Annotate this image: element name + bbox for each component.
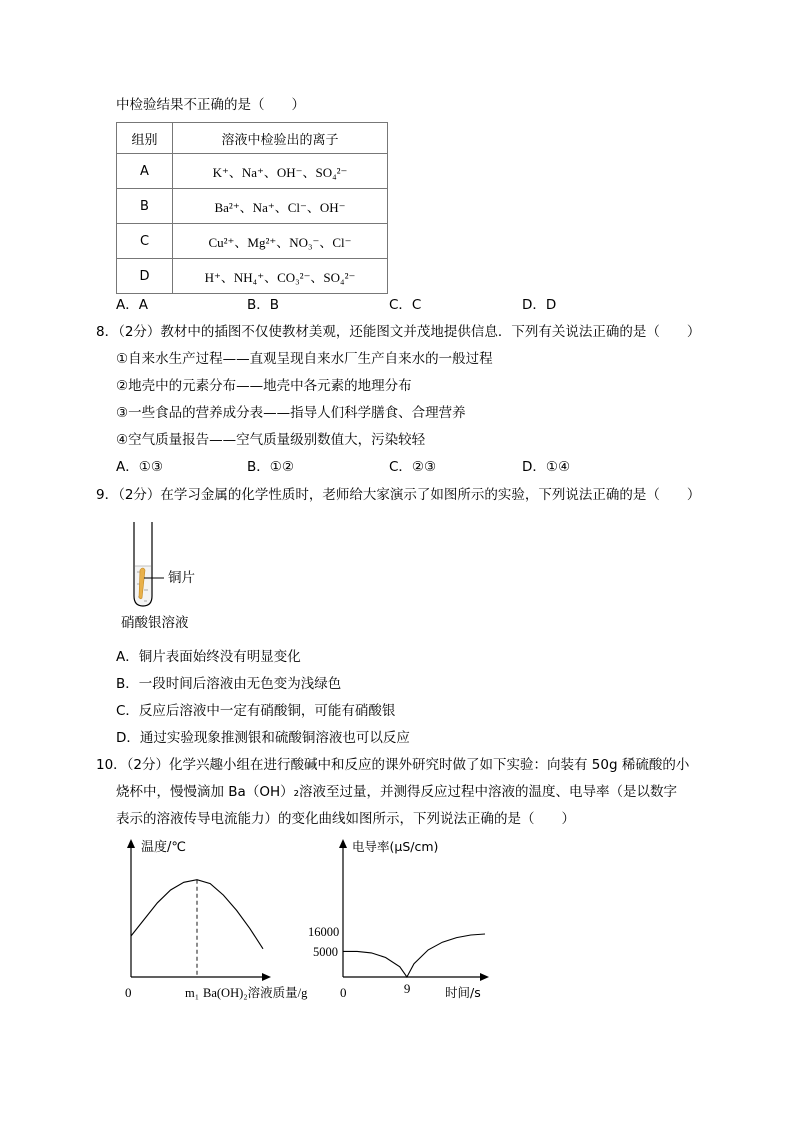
table-header-row [117,123,388,154]
temp-y-label: 温度/℃ [141,840,186,855]
q9-option-d[interactable]: D．通过实验现象推测银和硫酸铜溶液也可以反应 [116,730,410,746]
solution-label: 硝酸银溶液 [121,615,189,631]
cond-x-arrow [480,973,489,981]
ion-table [116,122,388,294]
cond-ytick-5000: 5000 [313,945,338,959]
table-cell-ions: Cu²⁺、Mg²⁺、NO₃⁻、Cl⁻ [173,224,388,259]
q7-option-d[interactable]: D．D [522,297,557,313]
table-row [117,154,388,189]
cond-y-label: 电导率(μS/cm) [352,839,439,854]
q7-option-c[interactable]: C．C [389,297,422,313]
table-cell-ions: Ba²⁺、Na⁺、Cl⁻、OH⁻ [173,189,388,224]
table-cell-group: D [117,259,173,294]
q7-intro: 中检验结果不正确的是（ ） [116,97,305,113]
table-cell-group: C [117,224,173,259]
table-cell-group: B [117,189,173,224]
q10-stem-line-1: 10．（2分）化学兴趣小组在进行酸碱中和反应的课外研究时做了如下实验：向装有 50g 稀硫酸的小 [96,757,690,773]
q8-statement-4: ④空气质量报告——空气质量级别数值大，污染较轻 [116,432,426,448]
temp-x-label: Ba(OH)₂溶液质量/g [203,986,308,1000]
q8-option-b[interactable]: B．①② [247,459,294,475]
q9-option-b[interactable]: B．一段时间后溶液由无色变为浅绿色 [116,676,342,692]
q10-stem-line-3: 表示的溶液传导电流能力）的变化曲线如图所示，下列说法正确的是（ ） [116,811,575,827]
q8-statement-1: ①自来水生产过程——直观呈现自来水厂生产自来水的一般过程 [116,351,493,367]
q8-option-d[interactable]: D．①④ [522,459,571,475]
cond-y-arrow [339,839,347,848]
q8-option-a[interactable]: A．①③ [116,459,163,475]
temp-y-arrow [127,839,135,848]
cond-x-label: 时间/s [445,985,481,1000]
q8-statement-2: ②地壳中的元素分布——地壳中各元素的地理分布 [116,378,412,394]
table-header-group: 组别 [117,123,173,154]
temp-m1-label: m₁ [185,986,200,1000]
q8-statement-3: ③一些食品的营养成分表——指导人们科学膳食、合理营养 [116,405,466,421]
q7-option-b[interactable]: B．B [247,297,280,313]
cond-xtick-9: 9 [403,981,411,996]
conductivity-chart [300,835,500,1005]
test-tube-figure [124,520,204,610]
q7-option-a[interactable]: A．A [116,297,148,313]
copper-label: 铜片 [168,570,195,586]
temp-origin-label: 0 [125,985,132,1000]
temp-x-arrow [262,973,271,981]
cond-ytick-16000: 16000 [308,925,340,939]
q9-option-a[interactable]: A．铜片表面始终没有明显变化 [116,649,301,665]
q10-stem-line-2: 烧杯中，慢慢滴加 Ba（OH）₂溶液至过量，并测得反应过程中溶液的温度、电导率（是以数字 [116,784,678,800]
table-row [117,224,388,259]
table-cell-ions: K⁺、Na⁺、OH⁻、SO₄²⁻ [173,154,388,189]
table-cell-group: A [117,154,173,189]
cond-origin-label: 0 [340,985,347,1000]
table-header-ions: 溶液中检验出的离子 [173,123,388,154]
table-row [117,189,388,224]
q9-stem: 9．（2分）在学习金属的化学性质时，老师给大家演示了如图所示的实验，下列说法正确的是（ ） [96,487,701,503]
cond-curve [343,934,485,977]
table-row [117,259,388,294]
q8-stem: 8．（2分）教材中的插图不仅使教材美观，还能图文并茂地提供信息．下列有关说法正确的是（ ） [96,324,701,340]
q8-option-c[interactable]: C．②③ [389,459,437,475]
table-cell-ions: H⁺、NH₄⁺、CO₃²⁻、SO₄²⁻ [173,259,388,294]
q9-option-c[interactable]: C．反应后溶液中一定有硝酸铜，可能有硝酸银 [116,703,396,719]
